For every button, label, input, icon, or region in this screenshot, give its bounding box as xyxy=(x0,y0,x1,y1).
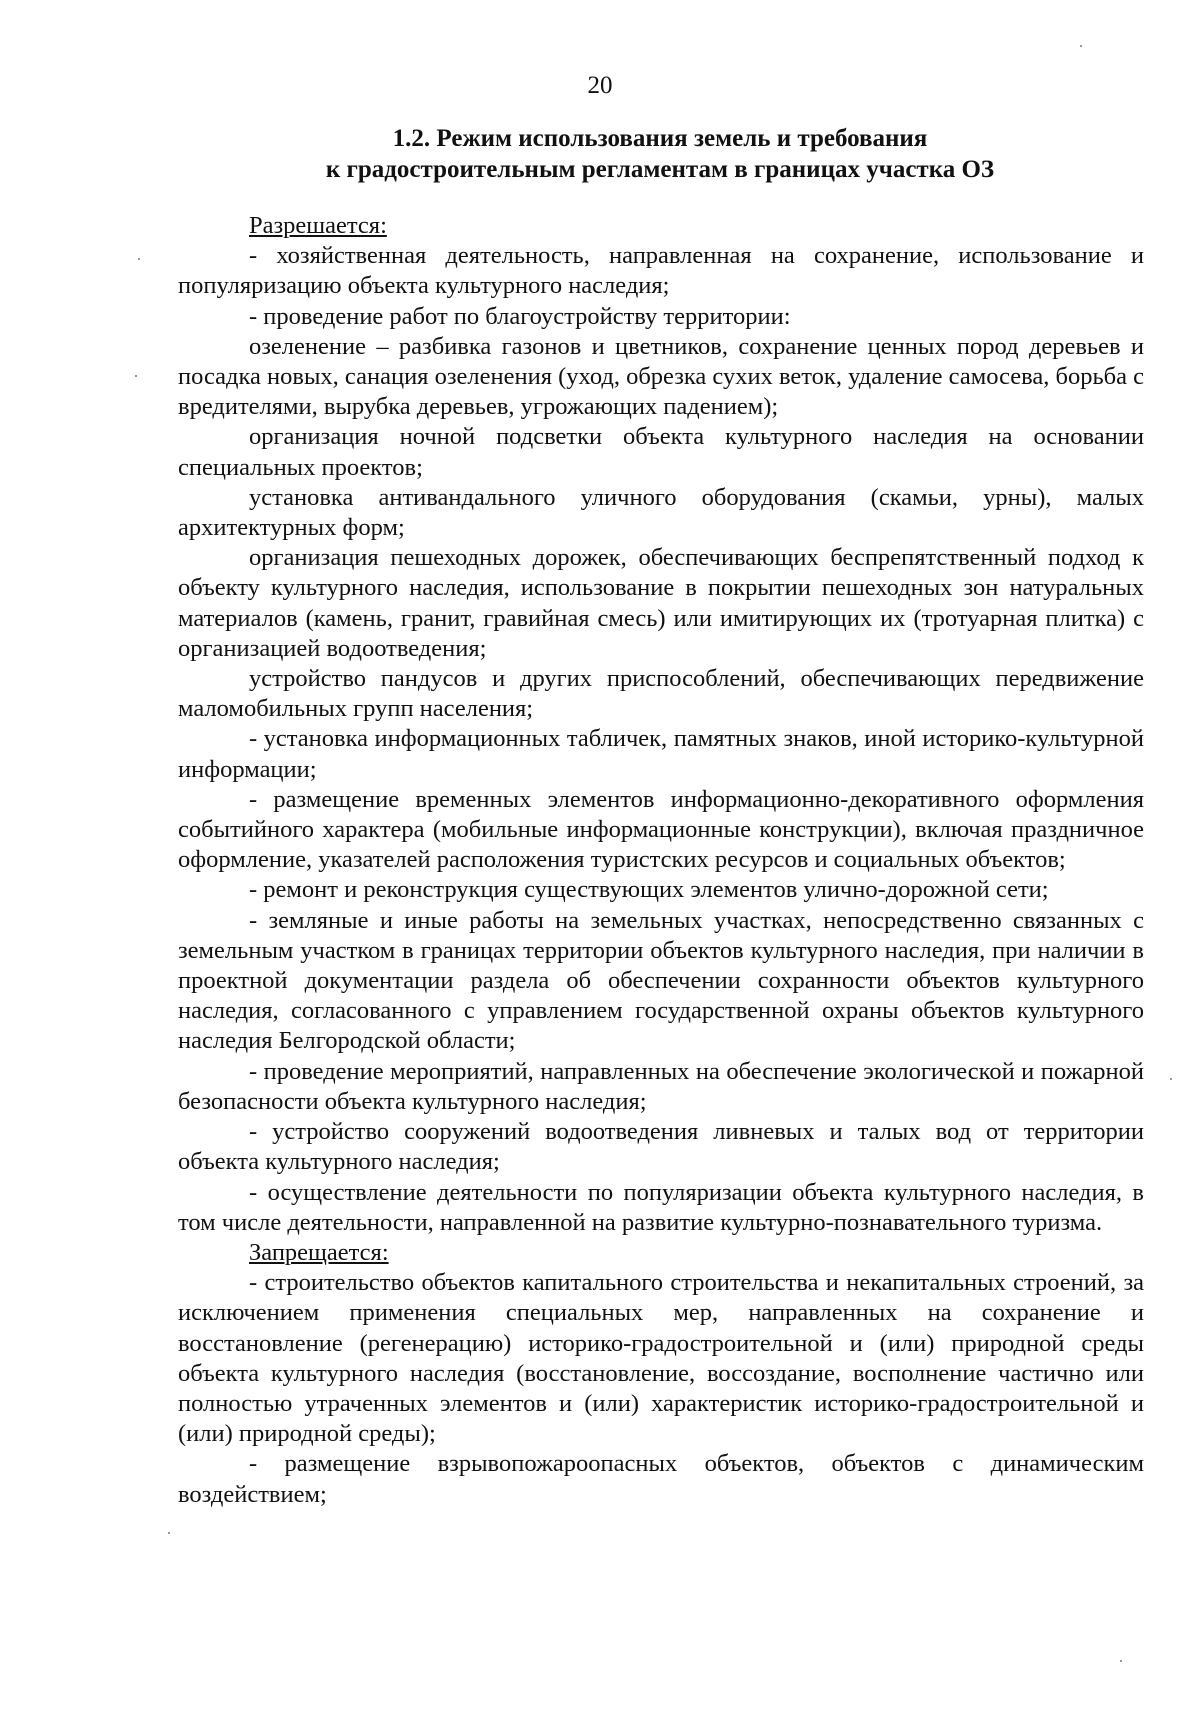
document-body xyxy=(178,211,1144,1510)
allowed-item: - проведение работ по благоустройству территории: xyxy=(249,302,791,330)
allowed-item: - устройство сооружений водоотведения ливневых и талых вод от территории объекта культурного наследия; xyxy=(178,1118,1144,1176)
allowed-item: - осуществление деятельности по популяризации объекта культурного наследия, в том числе деятельности, направленной на развитие культурно-познавательного туризма. xyxy=(178,1178,1144,1236)
allowed-item: - хозяйственная деятельность, направленная на сохранение, использование и популяризацию объекта культурного наследия; xyxy=(178,242,1144,300)
allowed-item: - установка информационных табличек, памятных знаков, иной историко-культурной информации; xyxy=(178,725,1144,783)
allowed-item: организация пешеходных дорожек, обеспечивающих беспрепятственный подход к объекту культурного наследия, использование в покрытии пешеходных зон натуральных материалов (камень, гранит, гравийная смесь) или имитирующих их (тротуарная плитка) с организацией водоотведения; xyxy=(178,544,1144,662)
allowed-item: устройство пандусов и других приспособлений, обеспечивающих передвижение маломобильных групп населения; xyxy=(178,665,1144,723)
prohibited-label: Запрещается: xyxy=(249,1238,389,1266)
allowed-item: организация ночной подсветки объекта культурного наследия на основании специальных проектов; xyxy=(178,423,1144,481)
allowed-item: - земляные и иные работы на земельных участках, непосредственно связанных с земельным участком в границах территории объектов культурного наследия, при наличии в проектной документации раздела об обеспечении сохранности объектов культурного наследия, согласованного с управлением государственной охраны объектов культурного наследия Белгородской области; xyxy=(178,906,1144,1055)
allowed-label: Разрешается: xyxy=(249,212,387,239)
scan-speck xyxy=(138,258,140,260)
scan-speck xyxy=(168,1532,170,1534)
scan-speck xyxy=(1120,1660,1122,1662)
prohibited-item: - размещение взрывопожароопасных объектов, объектов с динамическим воздействием; xyxy=(178,1450,1144,1508)
scan-speck xyxy=(135,375,137,377)
allowed-item: озеленение – разбивка газонов и цветников, сохранение ценных пород деревьев и посадка новых, санация озеленения (уход, обрезка сухих веток, удаление самосева, борьба с вредителями, вырубка деревьев, угрожающих падением); xyxy=(178,332,1144,421)
allowed-item: установка антивандального уличного оборудования (скамьи, урны), малых архитектурных форм; xyxy=(178,483,1144,542)
allowed-item: - проведение мероприятий, направленных на обеспечение экологической и пожарной безопасности объекта культурного наследия; xyxy=(178,1057,1144,1115)
page-number: 20 xyxy=(587,72,613,99)
scan-speck xyxy=(1170,1078,1172,1080)
section-heading-line-1: 1.2. Режим использования земель и требования xyxy=(392,125,928,152)
section-heading xyxy=(180,123,1140,185)
allowed-item: - ремонт и реконструкция существующих элементов улично-дорожной сети; xyxy=(249,876,1049,904)
section-heading-line-2: к градостроительным регламентам в границах участка ОЗ xyxy=(325,156,995,183)
scan-speck xyxy=(1080,45,1082,47)
allowed-item: - размещение временных элементов информационно-декоративного оформления событийного характера (мобильные информационные конструкции), включая праздничное оформление, указателей расположения туристских ресурсов и социальных объектов; xyxy=(178,785,1144,874)
prohibited-item: - строительство объектов капитального строительства и некапитальных строений, за исключением применения специальных мер, направленных на сохранение и восстановление (регенерацию) историко-градостроительной и (или) природной среды объекта культурного наследия (восстановление, воссоздание, восполнение частично или полностью утраченных элементов и (или) характеристик историко-градостроительной и (или) природной среды); xyxy=(178,1269,1144,1448)
